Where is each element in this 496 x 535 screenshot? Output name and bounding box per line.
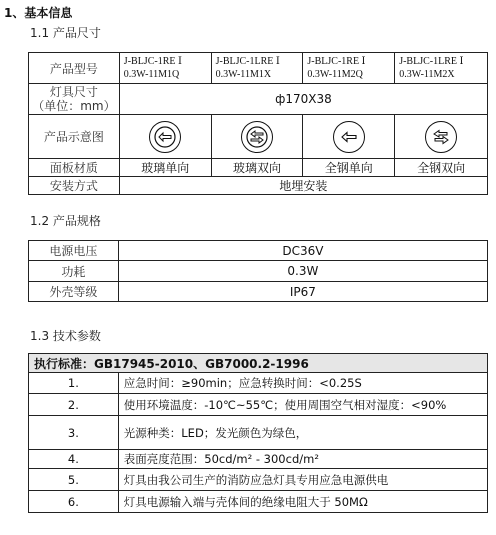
- product-spec-table: [28, 240, 488, 302]
- diagram-cell-4: [395, 115, 488, 159]
- material-label: 面板材质: [29, 159, 120, 177]
- param-text: 使用环境温度：-10℃~55℃；使用周围空气相对湿度：<90%: [118, 394, 487, 416]
- param-text: 表面亮度范围：50cd/m² - 300cd/m²: [118, 450, 487, 469]
- size-label: 灯具尺寸 （单位：mm）: [29, 84, 120, 115]
- standard-header: 执行标准：GB17945-2010、GB7000.2-1996: [29, 354, 488, 373]
- param-num: 5.: [29, 469, 119, 491]
- model-cell-4: J-BLJC-1LRE Ⅰ 0.3W-11M2X: [395, 53, 488, 84]
- param-num: 1.: [29, 373, 119, 394]
- model-cell-3: J-BLJC-1RE Ⅰ 0.3W-11M2Q: [303, 53, 395, 84]
- subsection-title-size: 1.1 产品尺寸: [30, 26, 101, 40]
- spec-value-power: 0.3W: [118, 261, 487, 282]
- arrow-double-icon: [241, 121, 273, 153]
- material-1: 玻璃单向: [119, 159, 211, 177]
- diagram-cell-2: [211, 115, 303, 159]
- param-text: 灯具电源输入端与壳体间的绝缘电阻大于 50MΩ: [118, 491, 487, 513]
- spec-label-voltage: 电源电压: [29, 241, 119, 261]
- param-text: 光源种类：LED；发光颜色为绿色，: [118, 416, 487, 450]
- model-label: 产品型号: [29, 53, 120, 84]
- param-text: 应急时间：≥90min；应急转换时间：<0.25S: [118, 373, 487, 394]
- param-num: 4.: [29, 450, 119, 469]
- diagram-label: 产品示意图: [29, 115, 120, 159]
- arrow-left-icon: [333, 121, 365, 153]
- spec-label-enclosure: 外壳等级: [29, 282, 119, 302]
- model-cell-1: J-BLJC-1RE Ⅰ 0.3W-11M1Q: [119, 53, 211, 84]
- spec-value-enclosure: IP67: [118, 282, 487, 302]
- arrow-double-icon: [425, 121, 457, 153]
- arrow-left-icon: [149, 121, 181, 153]
- spec-value-voltage: DC36V: [118, 241, 487, 261]
- param-num: 2.: [29, 394, 119, 416]
- install-label: 安装方式: [29, 177, 120, 195]
- subsection-title-tech: 1.3 技术参数: [30, 329, 101, 343]
- diagram-cell-3: [303, 115, 395, 159]
- material-2: 玻璃双向: [211, 159, 303, 177]
- param-num: 3.: [29, 416, 119, 450]
- tech-params-table: [28, 353, 488, 513]
- subsection-title-spec: 1.2 产品规格: [30, 214, 101, 228]
- install-value: 地埋安装: [119, 177, 487, 195]
- product-size-table: [28, 52, 488, 195]
- model-cell-2: J-BLJC-1LRE Ⅰ 0.3W-11M1X: [211, 53, 303, 84]
- param-text: 灯具由我公司生产的消防应急灯具专用应急电源供电: [118, 469, 487, 491]
- diagram-cell-1: [119, 115, 211, 159]
- material-4: 全钢双向: [395, 159, 488, 177]
- param-num: 6.: [29, 491, 119, 513]
- spec-label-power: 功耗: [29, 261, 119, 282]
- material-3: 全钢单向: [303, 159, 395, 177]
- size-value: ф170X38: [119, 84, 487, 115]
- section-title: 1、基本信息: [4, 6, 73, 20]
